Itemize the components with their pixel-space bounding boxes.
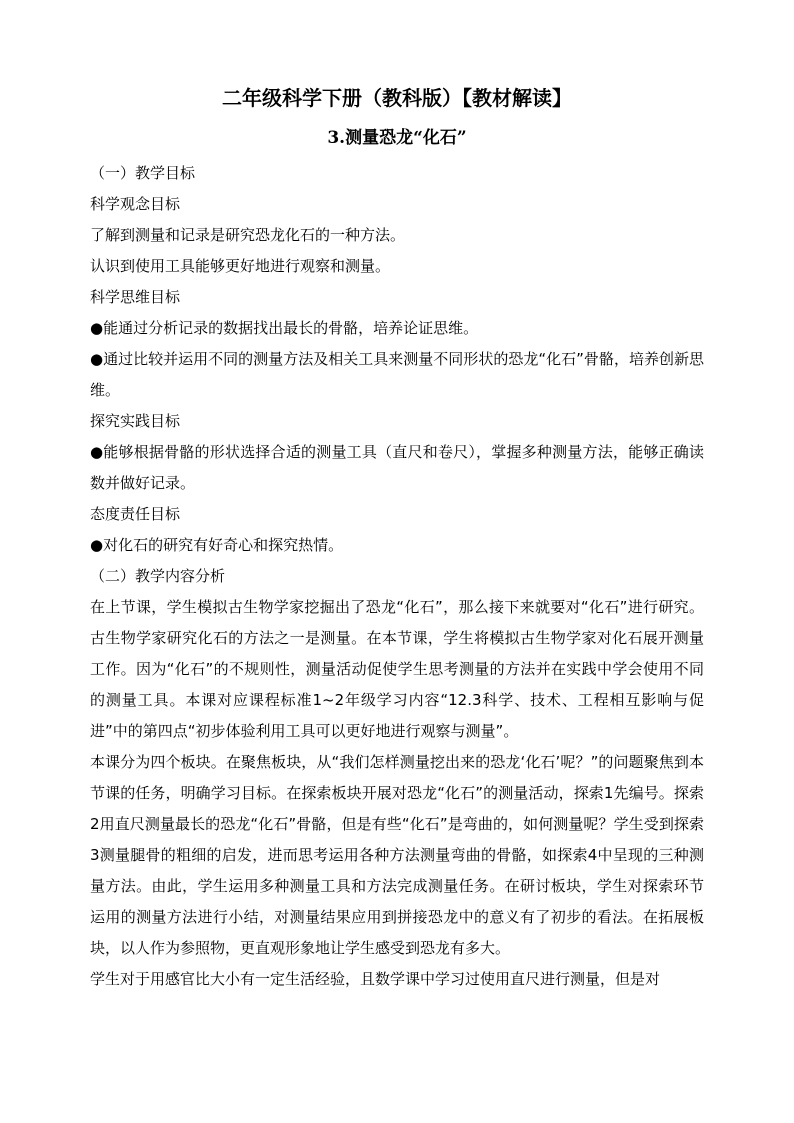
- bullet-item: ●能通过分析记录的数据找出最长的骨骼，培养论证思维。: [90, 319, 479, 337]
- paragraph: 在上节课，学生模拟古生物学家挖掘出了恐龙“化石”，那么接下来就要对“化石”进行研究。古生物学家研究化石的方法之一是测量。在本节课，学生将模拟古生物学家对化石展开测量工作。因为“化石”的不规则性，测量活动促使学生思考测量的方法并在实践中学会使用不同的测量工具。本课对应课程标准1~2年级学习内容“12.3科学、技术、工程相互影响与促进”中的第四点“初步体验利用工具可以更好地进行观察与测量”。: [90, 598, 704, 740]
- subheading-attitude: 态度责任目标: [90, 505, 181, 523]
- document-title: 二年级科学下册（教科版）【教材解读】: [222, 86, 572, 110]
- paragraph: 认识到使用工具能够更好地进行观察和测量。: [90, 257, 391, 275]
- section-heading-content-analysis: （二）教学内容分析: [90, 567, 226, 585]
- paragraph: 了解到测量和记录是研究恐龙化石的一种方法。: [90, 226, 406, 244]
- bullet-item: ●对化石的研究有好奇心和探究热情。: [90, 536, 344, 554]
- bullet-item: ●能够根据骨骼的形状选择合适的测量工具（直尺和卷尺），掌握多种测量方法，能够正确读数并做好记录。: [90, 443, 704, 492]
- paragraph: 本课分为四个板块。在聚焦板块，从“我们怎样测量挖出来的恐龙‘化石’呢？”的问题聚焦到本节课的任务，明确学习目标。在探索板块开展对恐龙“化石”的测量活动，探索1先编号。探索2用直尺测量最长的恐龙“化石”骨骼，但是有些“化石”是弯曲的，如何测量呢？学生受到探索3测量腿骨的粗细的启发，进而思考运用各种方法测量弯曲的骨骼，如探索4中呈现的三种测量方法。由此，学生运用多种测量工具和方法完成测量任务。在研讨板块，学生对探索环节运用的测量方法进行小结，对测量结果应用到拼接恐龙中的意义有了初步的看法。在拓展板块，以人作为参照物，更直观形象地让学生感受到恐龙有多大。: [90, 753, 704, 957]
- subheading-inquiry-practice: 探究实践目标: [90, 412, 181, 430]
- paragraph: 学生对于用感官比大小有一定生活经验，且数学课中学习过使用直尺进行测量，但是对: [90, 970, 661, 988]
- section-heading-objectives: （一）教学目标: [90, 164, 196, 182]
- subheading-science-concept: 科学观念目标: [90, 195, 181, 213]
- document-body: [90, 158, 704, 995]
- subheading-science-thinking: 科学思维目标: [90, 288, 181, 306]
- bullet-item: ●通过比较并运用不同的测量方法及相关工具来测量不同形状的恐龙“化石”骨骼，培养创新思维。: [90, 350, 704, 399]
- lesson-title: 3.测量恐龙“化石”: [327, 128, 467, 148]
